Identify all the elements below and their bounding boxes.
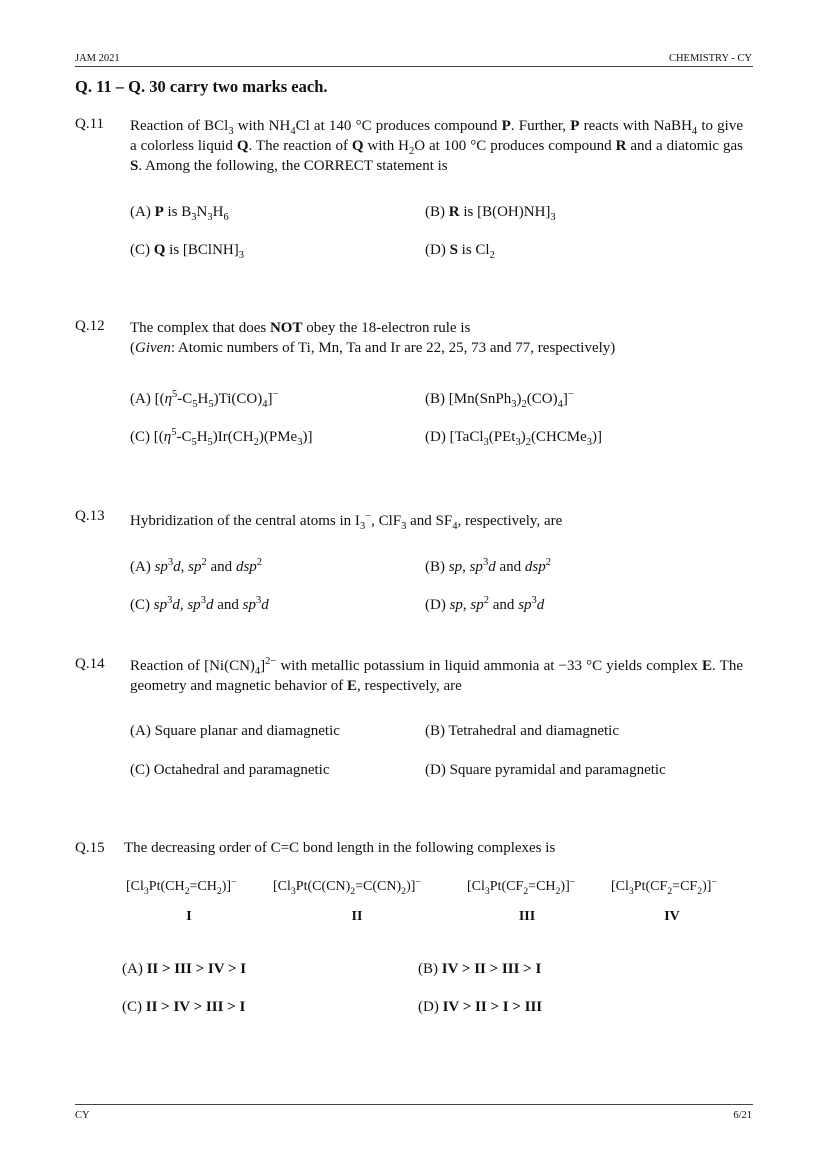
option-11-c[interactable]: (C) Q is $[BClNH]_3$ [130,242,245,261]
option-13-c[interactable]: (C) $sp^3d$, $sp^3d$ and $sp^3d$ [130,595,269,613]
complex-iv: $[Cl_3Pt(CF_2=CF_2)]^-$ [611,876,717,897]
footer-rule [75,1104,753,1105]
option-14-b[interactable]: (B) Tetrahedral and diamagnetic [425,723,620,739]
option-14-c[interactable]: (C) Octahedral and paramagnetic [130,762,330,778]
option-12-b[interactable]: (B) $[Mn(SnPh_3)_2(CO)_4]^-$ [425,389,574,410]
complex-iii: $[Cl_3Pt(CF_2=CH_2)]^-$ [467,876,576,897]
complex-iv-label: IV [664,909,680,924]
page-number: 6/21 [733,1110,752,1121]
option-12-c[interactable]: (C) $[(\eta^5-C_5H_5)Ir(CH_2)(PMe_3)]$ [130,427,313,448]
option-11-d[interactable]: (D) S is $Cl_2$ [425,242,495,261]
question-14-stem: Reaction of $[Ni(CN)_4]^{2-}$ with metallic potassium in liquid ammonia at −33 °C yields complex E. The geometry and magnetic behavior of E, respectively, are [130,656,743,694]
option-11-a[interactable]: (A) P is $B_3N_3H_6$ [130,204,229,223]
header-subject: CHEMISTRY - CY [668,53,752,64]
question-number-12: Q.12 [75,318,105,334]
complex-ii-label: II [351,909,363,924]
question-number-11: Q.11 [75,116,105,132]
option-15-b[interactable]: (B) IV > II > III > I [418,961,542,977]
section-title: Q. 11 – Q. 30 carry two marks each. [75,77,328,96]
footer-paper-code: CY [75,1110,90,1121]
question-15-stem: The decreasing order of C=C bond length in the following complexes is [124,840,556,856]
option-15-d[interactable]: (D) IV > II > I > III [418,999,543,1015]
option-15-a[interactable]: (A) II > III > IV > I [122,961,247,977]
option-12-d[interactable]: (D) $[TaCl_3(PEt_3)_2(CHCMe_3)]$ [425,429,603,448]
option-12-a[interactable]: (A) $[(\eta^5-C_5H_5)Ti(CO)_4]^-$ [130,389,279,410]
header-exam-name: JAM 2021 [75,53,120,64]
option-13-d[interactable]: (D) sp, $sp^2$ and $sp^3d$ [425,595,545,613]
option-11-b[interactable]: (B) R is $[B(OH)NH]_3$ [425,204,556,223]
complex-iii-label: III [518,909,536,924]
complex-ii: $[Cl_3Pt(C(CN)_2=C(CN)_2)]^-$ [273,876,421,897]
question-number-15: Q.15 [75,840,105,856]
complex-i: $[Cl_3Pt(CH_2=CH_2)]^-$ [126,876,237,897]
question-number-14: Q.14 [75,656,105,672]
option-13-a[interactable]: (A) $sp^3d$, $sp^2$ and dsp$^2$ [130,557,263,575]
question-12-stem: The complex that does NOT obey the 18-electron rule is (Given: Atomic numbers of Ti, Mn, Ta and Ir are 22, 25, 73 and 77, respectively) [130,320,616,356]
question-13-stem: Hybridization of the central atoms in $I_3^-$, ClF$_3$ and $SF_4$, respectively, are [130,511,563,532]
option-15-c[interactable]: (C) II > IV > III > I [122,999,246,1015]
option-14-a[interactable]: (A) Square planar and diamagnetic [130,723,340,739]
option-14-d[interactable]: (D) Square pyramidal and paramagnetic [425,762,666,778]
question-11-stem: Reaction of BCl$_3$ with $NH_4Cl$ at 140 °C produces compound P. Further, P reacts with NaBH$_4$ to give a colorless liquid Q. The reaction of Q with $H_2O$ at 100 °C produces compound R and a diatomic gas S. Among the following, the CORRECT statement is [130,118,744,174]
question-number-13: Q.13 [75,508,105,524]
option-13-b[interactable]: (B) sp, $sp^3d$ and dsp$^2$ [425,557,551,575]
complex-i-label: I [186,909,192,924]
header-rule [75,66,753,67]
